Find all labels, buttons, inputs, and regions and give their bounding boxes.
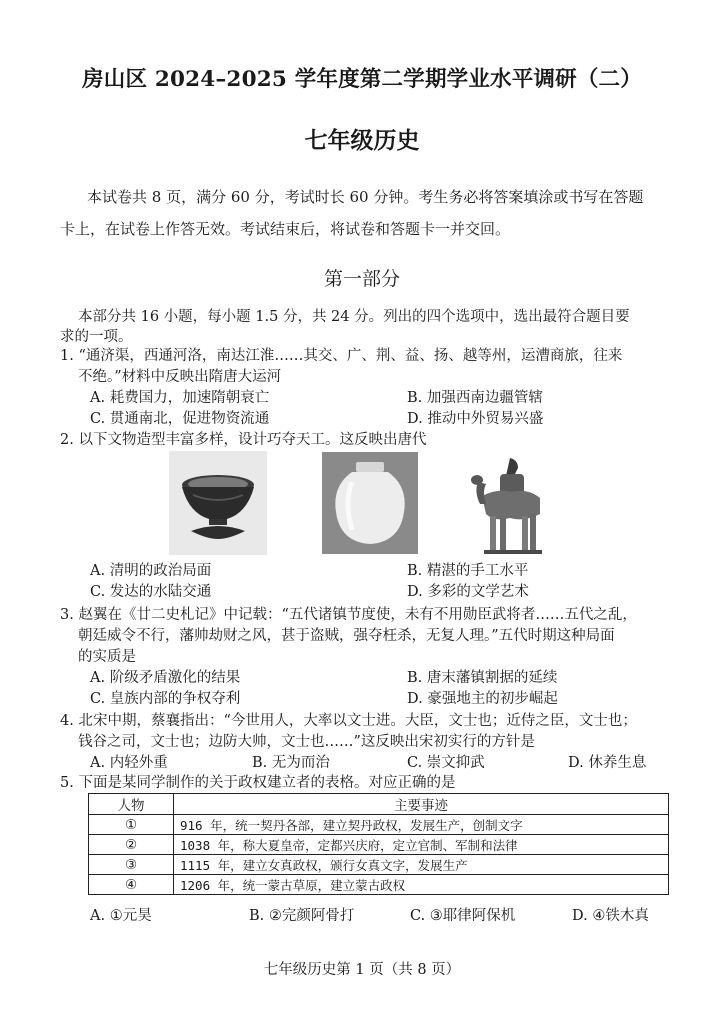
page-footer: 七年级历史第 1 页（共 8 页） [263,962,461,978]
artifact-white-jar-image [322,452,418,554]
table-cell-number: ① [89,815,174,835]
q3-stem-1: 3. 赵翼在《廿二史札记》中记载：“五代诸镇节度使，未有不用勋臣武将者……五代之乱， [60,607,637,623]
table-header-events: 主要事迹 [174,794,669,815]
q3-stem-3: 的实质是 [78,649,136,665]
q4-option-d: D. 休养生息 [568,755,647,771]
q4-option-c: C. 崇文抑武 [407,755,485,771]
q2-option-a: A. 清明的政治局面 [90,563,212,579]
table-cell-events: 916 年，统一契丹各部，建立契丹政权，发展生产，创制文字 [174,815,669,835]
table-header-row [89,794,669,815]
q2-option-d: D. 多彩的文学艺术 [407,584,529,600]
table-cell-number: ② [89,835,174,855]
q2-option-c: C. 发达的水陆交通 [90,584,212,600]
q1-stem-2: 不绝。”材料中反映出隋唐大运河 [78,369,282,385]
intro-line-1: 本试卷共 8 页，满分 60 分，考试时长 60 分钟。考生务必将答案填涂或书写在答题 [87,188,644,206]
q3-option-c: C. 皇族内部的争权夺利 [90,691,241,707]
q2-stem: 2. 以下文物造型丰富多样，设计巧夺天工。这反映出唐代 [60,432,427,448]
table-cell-events: 1038 年，称大夏皇帝，定都兴庆府，定立官制、军制和法律 [174,835,669,855]
q5-option-b: B. ②完颜阿骨打 [249,908,355,924]
q5-option-a: A. ①元昊 [90,908,152,924]
q3-option-d: D. 豪强地主的初步崛起 [407,691,558,707]
q1-option-c: C. 贯通南北，促进物资流通 [90,411,270,427]
intro-line-2: 卡上，在试卷上作答无效。考试结束后，将试卷和答题卡一并交回。 [60,220,511,238]
table-cell-number: ④ [89,875,174,895]
q5-stem: 5. 下面是某同学制作的关于政权建立者的表格。对应正确的是 [60,775,456,791]
table-row [89,875,669,895]
q1-stem-1: 1. “通济渠，西通河洛，南达江淮……其交、广、荆、益、扬、越等州，运漕商旅，往来 [60,348,623,364]
table-row [89,835,669,855]
q2-option-b: B. 精湛的手工水平 [407,563,529,579]
q3-option-b: B. 唐末藩镇割据的延续 [407,670,558,686]
q1-option-a: A. 耗费国力，加速隋朝衰亡 [90,390,270,406]
q1-option-d: D. 推动中外贸易兴盛 [407,411,544,427]
q4-option-b: B. 无为而治 [252,755,330,771]
q4-option-a: A. 内轻外重 [90,755,168,771]
exam-title: 房山区 2024–2025 学年度第二学期学业水平调研（二） [82,67,642,92]
q4-stem-1: 4. 北宋中期，蔡襄指出：“今世用人，大率以文士进。大臣，文士也；近侍之臣，文士也； [60,713,637,729]
table-row [89,815,669,835]
artifact-bowl-image [169,451,267,555]
rulers-table [88,793,669,895]
q3-option-a: A. 阶级矛盾激化的结果 [90,670,241,686]
q3-stem-2: 朝廷威令不行，藩帅劫财之风，甚于盗贼，强夺枉杀，无复人理。”五代时期这种局面 [78,628,615,644]
exam-subject: 七年级历史 [304,127,420,154]
q5-option-c: C. ③耶律阿保机 [410,908,516,924]
table-header-person: 人物 [89,794,174,815]
q1-option-b: B. 加强西南边疆管辖 [407,390,543,406]
q5-option-d: D. ④铁木真 [572,908,649,924]
section-title: 第一部分 [323,268,400,290]
table-cell-events: 1206 年，统一蒙古草原，建立蒙古政权 [174,875,669,895]
table-cell-events: 1115 年，建立女真政权，颁行女真文字，发展生产 [174,855,669,875]
q4-stem-2: 钱谷之司，文士也；边防大帅，文士也……”这反映出宋初实行的方针是 [78,734,535,750]
table-cell-number: ③ [89,855,174,875]
table-row [89,855,669,875]
section-instruction-1: 本部分共 16 小题，每小题 1.5 分，共 24 分。列出的四个选项中，选出最符合题目要 [78,309,630,325]
artifact-camel-figurine-image [468,452,554,560]
section-instruction-2: 求的一项。 [60,329,133,345]
